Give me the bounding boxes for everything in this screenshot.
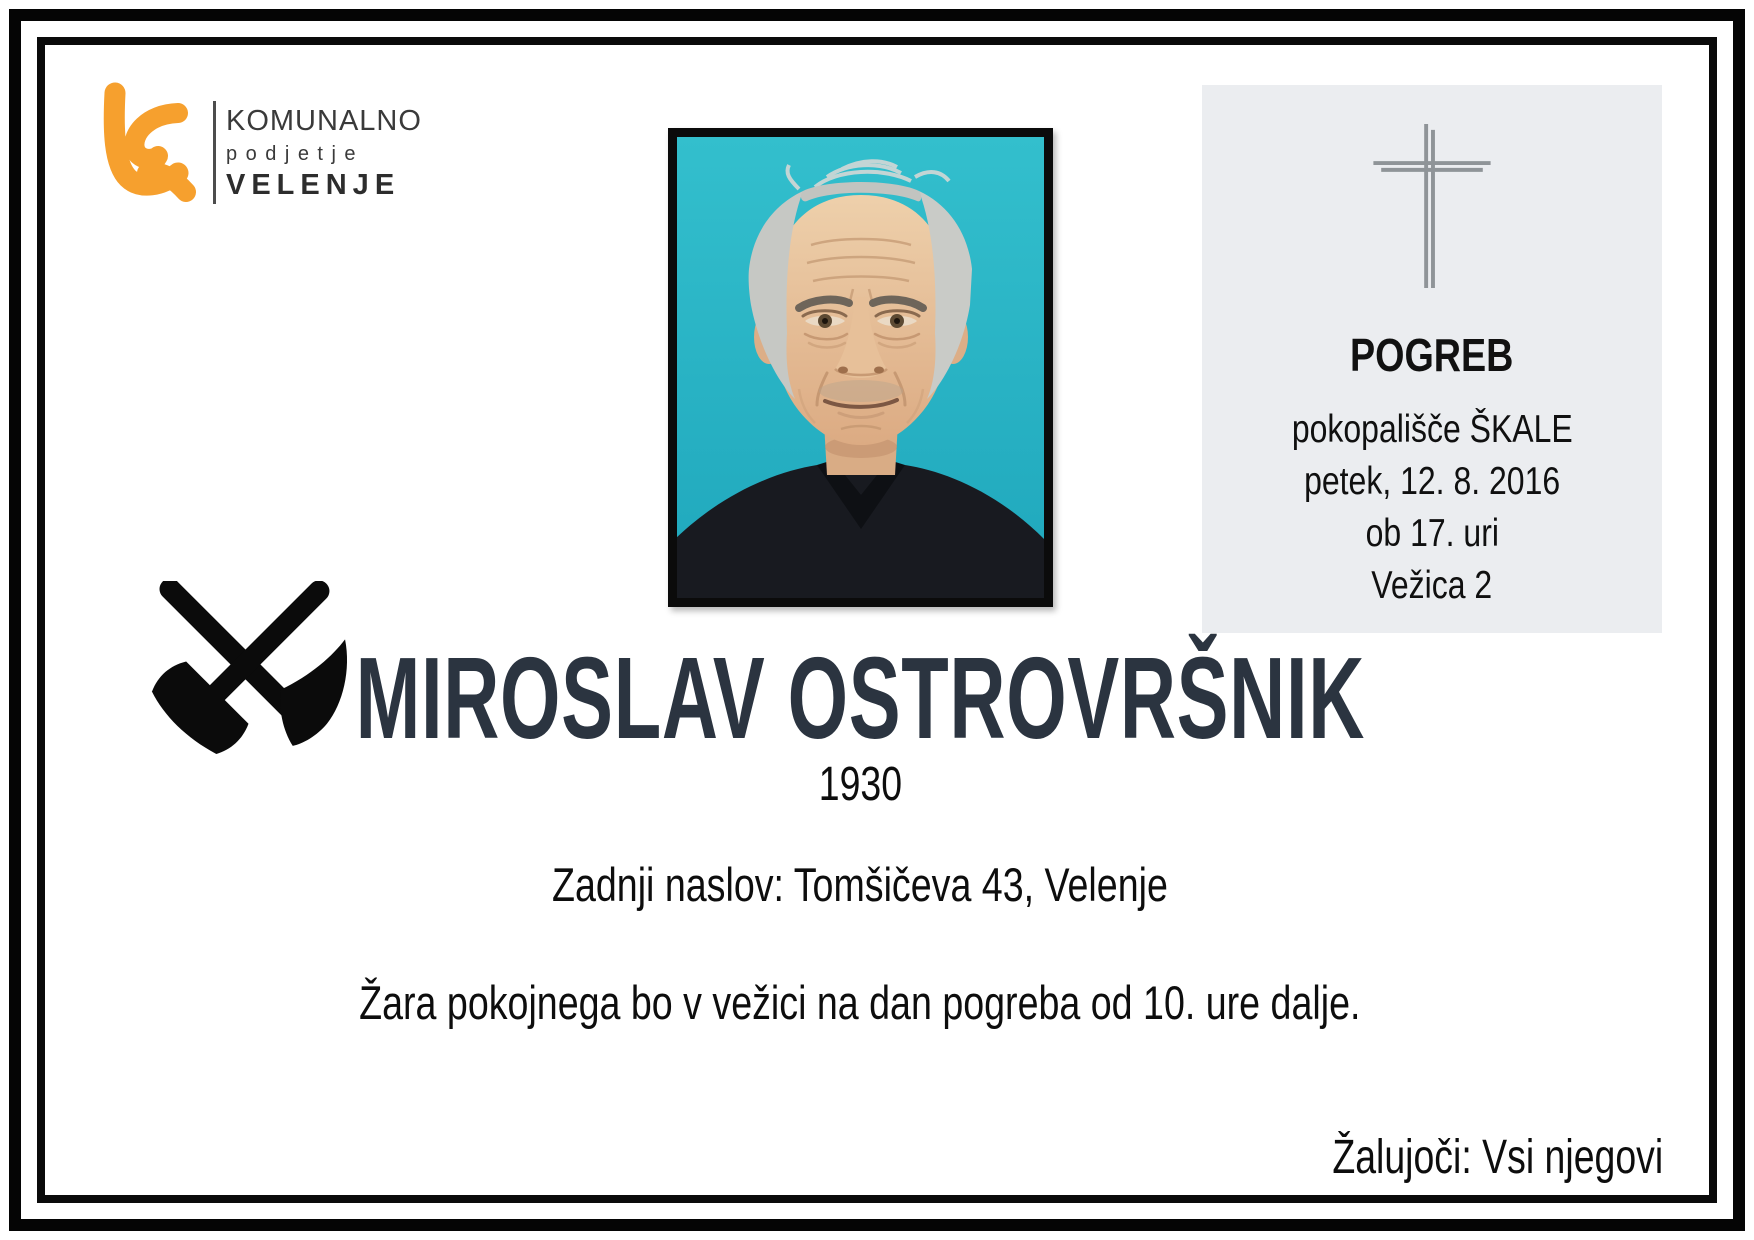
urn-notice: Žara pokojnega bo v vežici na dan pogreba od 10. ure dalje. [359,976,1361,1029]
funeral-date: petek, 12. 8. 2016 [1303,460,1561,503]
funeral-time: ob 17. uri [1365,512,1499,555]
birth-year: 1930 [818,758,902,811]
last-address: Zadnji naslov: Tomšičeva 43, Velenje [552,858,1168,911]
company-name: KOMUNALNO [226,105,422,137]
company-subtitle: podjetje [226,143,365,165]
funeral-title: POGREB [1350,329,1514,381]
funeral-chapel: Vežica 2 [1371,564,1493,607]
funeral-cemetery: pokopališče ŠKALE [1291,408,1573,451]
company-city: VELENJE [226,169,401,201]
mourners-line: Žalujoči: Vsi njegovi [1332,1131,1663,1184]
deceased-name: MIROSLAV OSTROVRŠNIK [355,633,1365,763]
content-column [44,0,1676,1240]
